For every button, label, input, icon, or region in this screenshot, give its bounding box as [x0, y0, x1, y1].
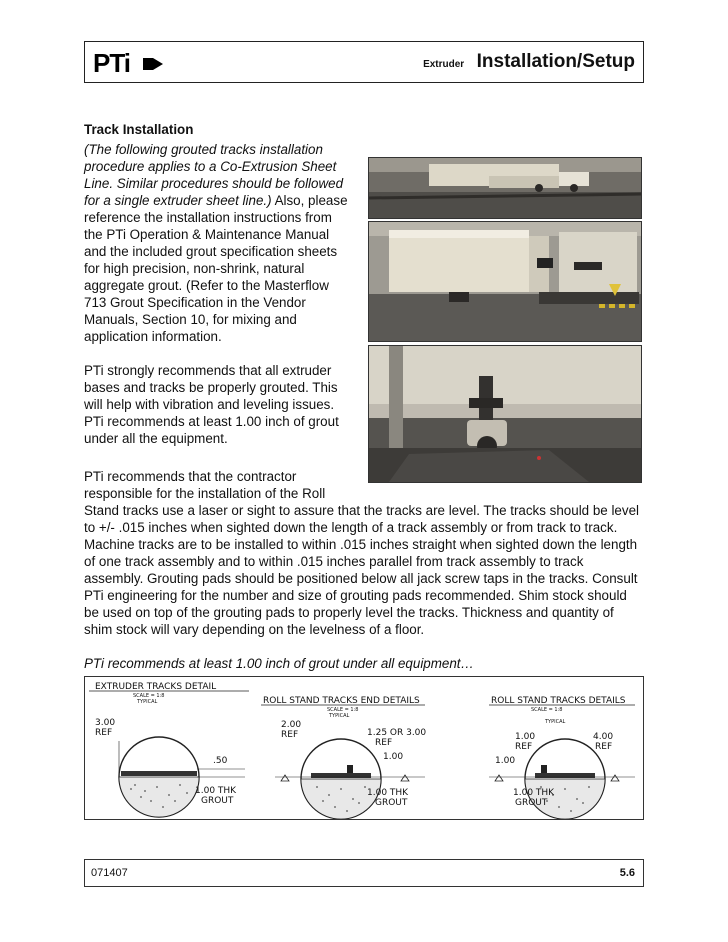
detail3-scale: SCALE = 1:8 [531, 707, 563, 713]
detail2-dim-a-ref: REF [281, 730, 299, 740]
detail1-dim-c: 1.00 THK [195, 786, 237, 796]
detail2-dim-d: 1.00 THK [367, 788, 409, 798]
section-title: Track Installation [84, 122, 194, 137]
detail1-title: EXTRUDER TRACKS DETAIL [95, 682, 217, 692]
svg-text:PTi: PTi [93, 48, 130, 76]
detail2-dim-b-ref: REF [375, 738, 393, 748]
page-title: Installation/Setup [476, 51, 635, 72]
detail2-dim-c: 1.00 [383, 752, 404, 762]
detail3-dim-a-ref: REF [515, 742, 533, 752]
grout-recommendation-paragraph: PTi strongly recommends that all extruder bases and tracks be properly grouted. This will help with vibration and leveling issues. PTi recommends at least 1.00 inch of grout under all the equipment. [84, 363, 339, 446]
detail3-dim-d: 1.00 THK [513, 788, 555, 798]
detail3-dim-c: 1.00 [495, 756, 516, 766]
detail1-dim-a: 3.00 [95, 718, 116, 728]
track-leveling-text-narrow: PTi recommends that the contractor responsible for the installation of the Roll [84, 469, 326, 501]
track-leveling-paragraph [84, 468, 644, 638]
extruder-tracks-detail [89, 682, 249, 817]
detail3-typical: TYPICAL [545, 719, 566, 725]
detail2-dim-a: 2.00 [281, 720, 302, 730]
detail3-dim-b: 4.00 [593, 732, 614, 742]
detail1-dim-b: .50 [213, 756, 228, 766]
intro-reference-text: Also, please reference the installation instructions from the PTi Operation & Maintenance Manual and the included grout specification sheets for high precision, non-shrink, natural aggregate grout. (Refer to the Masterflow 713 Grout Specification in the Vendor Manuals, Section 10, for mixing and application information. [84, 193, 348, 344]
header-subtitle: Extruder [423, 59, 465, 70]
detail1-dim-c2: GROUT [201, 796, 234, 806]
detail3-dim-a: 1.00 [515, 732, 536, 742]
roll-stand-tracks-details [489, 696, 635, 819]
detail2-title: ROLL STAND TRACKS END DETAILS [263, 696, 420, 706]
intro-italic-note: (The following grouted tracks installation procedure applies to a Co-Extrusion Sheet Line. Similar procedures should be followed for a single extruder sheet line.) [84, 142, 344, 208]
photo-track-overview [368, 157, 642, 219]
detail3-dim-b-ref: REF [595, 742, 613, 752]
photo-extruder-base [368, 221, 642, 342]
detail2-dim-b: 1.25 OR 3.00 [367, 728, 427, 738]
detail2-scale: SCALE = 1:8 [327, 707, 359, 713]
page-header [84, 41, 644, 83]
intro-paragraph [84, 141, 354, 345]
detail1-scale: SCALE = 1:8 [133, 693, 165, 699]
detail1-dim-a-ref: REF [95, 728, 113, 738]
roll-stand-end-details [261, 696, 426, 819]
detail2-dim-d2: GROUT [375, 798, 408, 808]
detail3-title: ROLL STAND TRACKS DETAILS [491, 696, 626, 706]
track-details-drawing [84, 676, 644, 820]
page-number: 5.6 [619, 867, 635, 879]
grout-summary-note: PTi recommends at least 1.00 inch of grout under all equipment… [84, 656, 474, 671]
track-leveling-text-wide: Stand tracks use a laser or sight to assure that the tracks are level. The tracks should be level to +/- .015 inches when sighted down the length of a track assembly or from track to track. Machine tracks are to be installed to within .015 inches straight when sighted down the length of one track assembly and to within .015 inches parallel from track assembly to track assembly. Grouting pads should be positioned below all jack screw taps in the tracks. Consult PTi engineering for the number and size of grouting pads recommended. Shim stock should be used on top of the grouting pads to properly level the tracks. Thickness and quantity of shim stock will vary depending on the levelness of a floor. [84, 503, 639, 637]
header-title-block [423, 51, 635, 73]
page-footer [84, 859, 644, 887]
detail2-typical: TYPICAL [329, 713, 350, 719]
detail1-typical: TYPICAL [137, 699, 158, 705]
pti-logo [91, 48, 171, 76]
detail3-dim-d2: GROUT [515, 798, 548, 808]
document-number: 071407 [91, 867, 128, 879]
photo-jack-screw-grout [368, 345, 642, 483]
